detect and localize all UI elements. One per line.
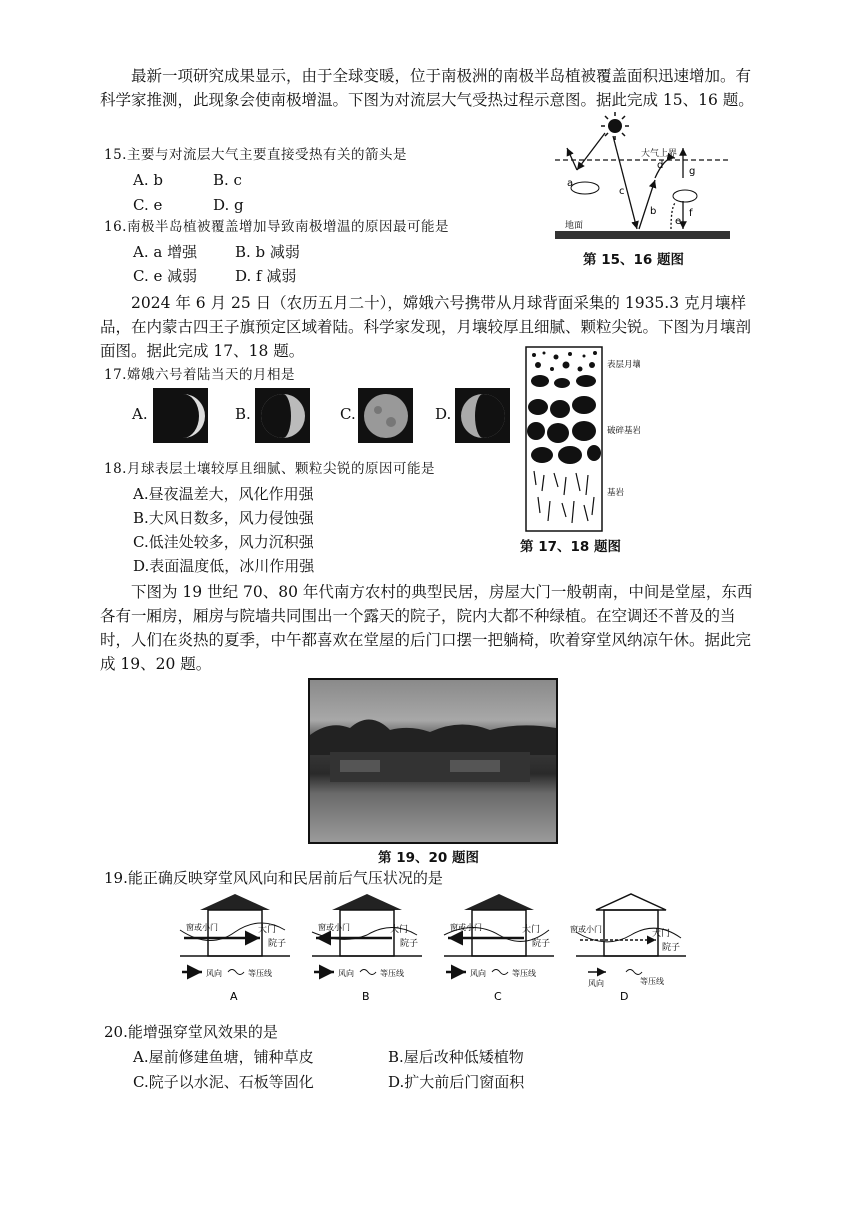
question-19-stem: 19.能正确反映穿堂风风向和民居前后气压状况的是 bbox=[104, 869, 443, 887]
svg-text:院子: 院子 bbox=[532, 939, 551, 949]
q18-option-d[interactable]: D.表面温度低，冰川作用强 bbox=[133, 557, 315, 575]
q19-diagram-options bbox=[170, 890, 700, 1010]
svg-text:窗或小门: 窗或小门 bbox=[450, 923, 482, 932]
q16-option-c[interactable]: C. e 减弱 bbox=[133, 267, 198, 285]
q18-option-c[interactable]: C.低洼处较多，风力沉积强 bbox=[133, 533, 314, 551]
svg-text:f: f bbox=[689, 208, 693, 219]
q15-option-b[interactable]: B. c bbox=[213, 171, 242, 189]
atmosphere-top-label: 大气上界 bbox=[641, 149, 678, 159]
q19-option-b[interactable] bbox=[312, 894, 422, 1003]
label-bedrock: 基岩 bbox=[607, 488, 625, 498]
q17-moon-options bbox=[128, 386, 518, 446]
ground bbox=[555, 231, 730, 239]
svg-text:等压线: 等压线 bbox=[380, 969, 404, 978]
svg-text:大门: 大门 bbox=[390, 925, 409, 935]
question-20-stem: 20.能增强穿堂风效果的是 bbox=[104, 1023, 278, 1041]
q20-option-a[interactable]: A.屋前修建鱼塘，铺种草皮 bbox=[133, 1048, 314, 1066]
label-surface-regolith: 表层月壤 bbox=[607, 360, 640, 370]
svg-text:d: d bbox=[657, 160, 664, 171]
svg-text:等压线: 等压线 bbox=[512, 969, 536, 978]
q16-option-b[interactable]: B. b 减弱 bbox=[235, 243, 300, 261]
q15-option-d[interactable]: D. g bbox=[213, 196, 244, 214]
figure-dwelling-photo bbox=[308, 678, 558, 844]
svg-text:大门: 大门 bbox=[258, 925, 277, 935]
q19-option-a[interactable] bbox=[180, 894, 290, 1003]
svg-text:大门: 大门 bbox=[652, 929, 671, 939]
svg-text:D: D bbox=[620, 990, 629, 1003]
moon-phase-crescent-icon bbox=[153, 388, 208, 443]
svg-text:g: g bbox=[689, 166, 696, 177]
q19-option-c[interactable] bbox=[444, 894, 554, 1003]
q16-option-a[interactable]: A. a 增强 bbox=[133, 243, 198, 261]
svg-text:等压线: 等压线 bbox=[640, 977, 664, 986]
passage-15-16: 最新一项研究成果显示，由于全球变暖，位于南极洲的南极半岛植被覆盖面积迅速增加。有科学家推测，此现象会使南极增温。下图为对流层大气受热过程示意图。据此完成 15、16 题。 bbox=[100, 67, 754, 109]
moon-phase-waning-gibbous-icon bbox=[455, 388, 510, 443]
figure-19-20-caption: 第 19、20 题图 bbox=[378, 850, 479, 866]
svg-text:e: e bbox=[675, 216, 682, 227]
q15-option-a[interactable]: A. b bbox=[133, 171, 163, 189]
ground-label: 地面 bbox=[565, 221, 584, 231]
question-16-stem: 16.南极半岛植被覆盖增加导致南极增温的原因最可能是 bbox=[104, 219, 449, 235]
moon-phase-full-icon bbox=[358, 388, 413, 443]
q17-option-d[interactable]: D. bbox=[433, 386, 513, 446]
figure-lunar-soil-profile bbox=[520, 345, 640, 555]
svg-text:A: A bbox=[230, 990, 238, 1003]
svg-text:院子: 院子 bbox=[400, 939, 419, 949]
svg-text:C: C bbox=[494, 990, 502, 1003]
question-18-stem: 18.月球表层土壤较厚且细腻、颗粒尖锐的原因可能是 bbox=[104, 461, 435, 477]
figure-15-16-caption: 第 15、16 题图 bbox=[583, 252, 684, 268]
svg-text:等压线: 等压线 bbox=[248, 969, 272, 978]
moon-phase-gibbous-icon bbox=[255, 388, 310, 443]
question-17-stem: 17.嫦娥六号着陆当天的月相是 bbox=[104, 367, 295, 383]
q16-option-d[interactable]: D. f 减弱 bbox=[235, 267, 297, 285]
svg-text:风向: 风向 bbox=[588, 979, 604, 988]
q17-option-b[interactable]: B. bbox=[233, 386, 313, 446]
svg-text:c: c bbox=[619, 186, 625, 197]
sun-icon bbox=[601, 112, 629, 140]
q17-option-c[interactable]: C. bbox=[338, 386, 418, 446]
svg-text:院子: 院子 bbox=[662, 943, 681, 953]
svg-text:窗或小门: 窗或小门 bbox=[186, 923, 218, 932]
q17-option-a[interactable]: A. bbox=[128, 386, 208, 446]
figure-atmosphere-heating bbox=[555, 108, 730, 268]
q20-option-c[interactable]: C.院子以水泥、石板等固化 bbox=[133, 1073, 314, 1091]
svg-text:b: b bbox=[650, 206, 657, 217]
figure-17-18-caption: 第 17、18 题图 bbox=[520, 539, 621, 555]
q18-option-b[interactable]: B.大风日数多，风力侵蚀强 bbox=[133, 509, 314, 527]
svg-text:窗或小门: 窗或小门 bbox=[318, 923, 350, 932]
q19-option-d[interactable] bbox=[570, 894, 686, 1003]
q18-option-a[interactable]: A.昼夜温差大，风化作用强 bbox=[133, 485, 314, 503]
svg-text:风向: 风向 bbox=[338, 969, 354, 978]
svg-text:a: a bbox=[567, 178, 574, 189]
cloud-icon bbox=[571, 182, 697, 202]
q20-option-d[interactable]: D.扩大前后门窗面积 bbox=[388, 1073, 525, 1091]
label-broken-bedrock: 破碎基岩 bbox=[607, 426, 640, 436]
question-15-stem: 15.主要与对流层大气主要直接受热有关的箭头是 bbox=[104, 147, 407, 163]
svg-text:窗或小门: 窗或小门 bbox=[570, 925, 602, 934]
svg-text:大门: 大门 bbox=[522, 925, 541, 935]
q15-option-c[interactable]: C. e bbox=[133, 196, 163, 214]
passage-17-18: 2024 年 6 月 25 日（农历五月二十），嫦娥六号携带从月球背面采集的 1935.3 克月壤样品，在内蒙古四王子旗预定区域着陆。科学家发现，月壤较厚且细腻、颗粒尖锐。下图为月壤剖面图。据此完成 17、18 题。 bbox=[100, 294, 752, 360]
q20-option-b[interactable]: B.屋后改种低矮植物 bbox=[388, 1048, 524, 1066]
passage-19-20: 下图为 19 世纪 70、80 年代南方农村的典型民居，房屋大门一般朝南，中间是堂屋，东西各有一厢房，厢房与院墙共同围出一个露天的院子，院内大都不种绿植。在空调还不普及的当时，人们在炎热的夏季，中午都喜欢在堂屋的后门口摆一把躺椅，吹着穿堂风纳凉午休。据此完成 19、20 题。 bbox=[100, 583, 753, 673]
svg-text:风向: 风向 bbox=[206, 969, 222, 978]
svg-text:B: B bbox=[362, 990, 370, 1003]
svg-text:院子: 院子 bbox=[268, 939, 287, 949]
svg-text:风向: 风向 bbox=[470, 969, 486, 978]
